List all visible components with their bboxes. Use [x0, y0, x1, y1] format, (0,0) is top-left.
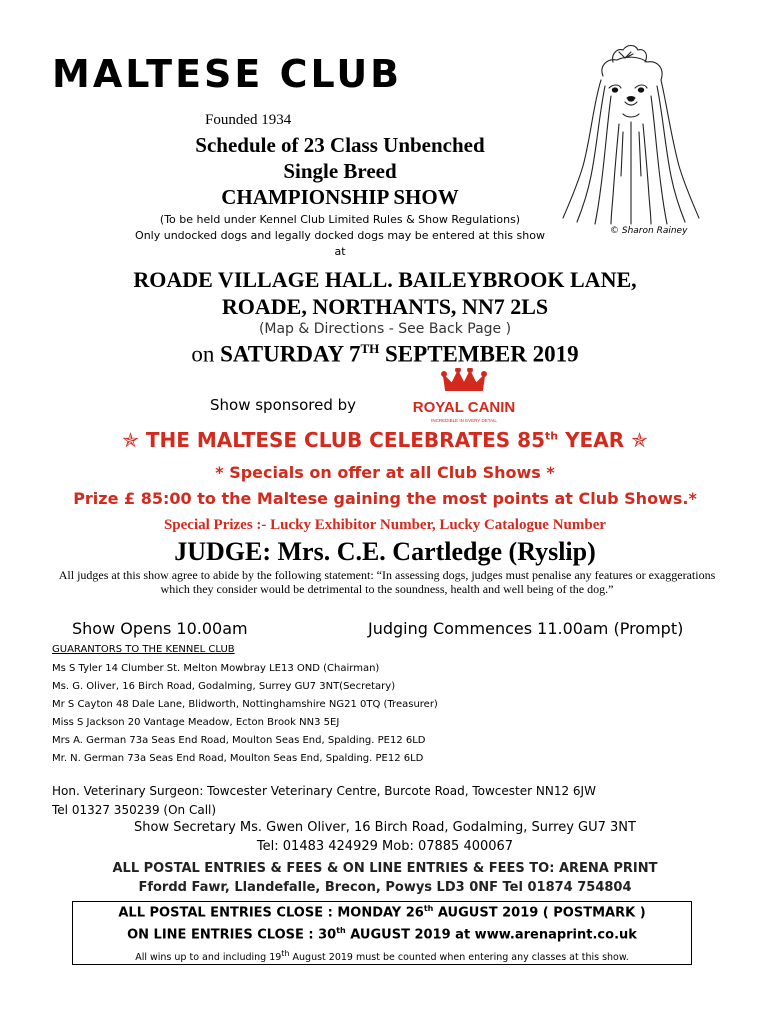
date-month-year: SEPTEMBER 2019 — [385, 341, 579, 367]
celebration-banner — [20, 428, 750, 452]
celebration-ordinal: th — [545, 429, 559, 443]
celebration-suffix: YEAR — [565, 428, 625, 452]
list-item: Mr. N. German 73a Seas End Road, Moulton Seas End, Spalding. PE12 6LD — [52, 753, 424, 764]
postal-close-text: ALL POSTAL ENTRIES CLOSE : MONDAY 26 — [118, 905, 424, 921]
postal-line-1: ALL POSTAL ENTRIES & FEES & ON LINE ENTRIES & FEES TO: ARENA PRINT — [112, 861, 658, 876]
schedule-line-3: CHAMPIONSHIP SHOW — [221, 185, 459, 209]
venue-address — [20, 266, 750, 320]
at-label: at — [334, 245, 346, 258]
online-close-suffix: AUGUST 2019 at www.arenaprint.co.uk — [345, 927, 637, 943]
schedule-line-2: Single Breed — [283, 159, 397, 183]
wins-note — [73, 949, 691, 963]
show-secretary — [20, 818, 750, 856]
postal-entries — [20, 859, 750, 897]
celebration-text: THE MALTESE CLUB CELEBRATES 85 — [145, 428, 546, 452]
wins-note-suffix: August 2019 must be counted when entering any classes at this show. — [289, 952, 629, 964]
judging-time: Judging Commences 11.00am (Prompt) — [368, 619, 684, 638]
secretary-line-1: Show Secretary Ms. Gwen Oliver, 16 Birch Road, Godalming, Surrey GU7 3NT — [134, 820, 636, 835]
royal-canin-tagline: INCREDIBLE IN EVERY DETAIL — [431, 418, 497, 423]
guarantors-heading: GUARANTORS TO THE KENNEL CLUB — [52, 644, 235, 655]
prize-note: Prize £ 85:00 to the Maltese gaining the most points at Club Shows.* — [73, 489, 697, 508]
postal-line-2: Ffordd Fawr, Llandefalle, Brecon, Powys LD3 0NF Tel 01874 754804 — [138, 880, 632, 895]
wins-note-ordinal: th — [281, 949, 290, 958]
map-note: (Map & Directions - See Back Page ) — [258, 321, 512, 337]
artist-credit: © Sharon Rainey — [610, 226, 688, 236]
star-icon: ✯ — [122, 428, 139, 452]
list-item: Miss S Jackson 20 Vantage Meadow, Ecton Brook NN3 5EJ — [52, 717, 340, 728]
list-item: Ms. G. Oliver, 16 Birch Road, Godalming, Surrey GU7 3NT(Secretary) — [52, 681, 396, 692]
show-opens-time: Show Opens 10.00am — [72, 619, 248, 638]
schedule-line-1: Schedule of 23 Class Unbenched — [195, 133, 485, 157]
secretary-line-2: Tel: 01483 424929 Mob: 07885 400067 — [256, 839, 514, 854]
list-item: Ms S Tyler 14 Clumber St. Melton Mowbray LE13 OND (Chairman) — [52, 663, 380, 674]
date-ordinal: TH — [360, 341, 380, 356]
guarantors-list — [52, 660, 438, 768]
special-prizes: Special Prizes :- Lucky Exhibitor Number, Lucky Catalogue Number — [163, 517, 607, 533]
docking-line: Only undocked dogs and legally docked dogs may be entered at this show — [135, 229, 545, 242]
vet-line-2: Tel 01327 350239 (On Call) — [52, 803, 217, 817]
specials-note: * Specials on offer at all Club Shows * — [215, 463, 555, 482]
sponsor-label: Show sponsored by — [210, 396, 357, 414]
crown-icon — [442, 368, 486, 390]
royal-canin-brand: ROYAL CANIN — [412, 399, 516, 416]
date-day: SATURDAY 7 — [220, 341, 361, 367]
online-close-text: ON LINE ENTRIES CLOSE : 30 — [127, 927, 337, 943]
closing-dates-box — [72, 901, 692, 965]
rules-notice — [60, 212, 620, 260]
list-item: Mr S Cayton 48 Dale Lane, Blidworth, Nottinghamshire NG21 0TQ (Treasurer) — [52, 699, 438, 710]
judges-statement: All judges at this show agree to abide by the following statement: “In assessing dogs, judges must penalise any features or exaggerations which they consider would be detrimental to the soundness, health and well being of the dog.” — [58, 568, 716, 596]
postal-close-suffix: AUGUST 2019 ( POSTMARK ) — [433, 905, 646, 921]
online-close — [73, 926, 691, 942]
vet-line-1: Hon. Veterinary Surgeon: Towcester Veterinary Centre, Burcote Road, Towcester NN12 6JW — [52, 784, 596, 798]
club-name: MALTESE CLUB — [52, 52, 403, 96]
star-icon: ✯ — [631, 428, 648, 452]
rules-line: (To be held under Kennel Club Limited Rules & Show Regulations) — [159, 213, 521, 226]
date-prefix: on — [191, 341, 215, 367]
postal-close — [73, 904, 691, 920]
online-close-ordinal: th — [336, 926, 346, 935]
schedule-title — [60, 132, 620, 210]
show-date — [20, 341, 750, 368]
venue-line-2: ROADE, NORTHANTS, NN7 2LS — [221, 294, 549, 319]
royal-canin-logo — [394, 368, 534, 430]
wins-note-text: All wins up to and including 19 — [135, 952, 282, 964]
venue-line-1: ROADE VILLAGE HALL. BAILEYBROOK LANE, — [133, 267, 637, 292]
maltese-dog-illustration-icon — [553, 36, 703, 226]
list-item: Mrs A. German 73a Seas End Road, Moulton Seas End, Spalding. PE12 6LD — [52, 735, 426, 746]
vet-info — [52, 782, 596, 820]
founded-year: Founded 1934 — [205, 112, 292, 128]
judge-name: JUDGE: Mrs. C.E. Cartledge (Ryslip) — [174, 537, 596, 566]
postal-close-ordinal: th — [423, 904, 434, 913]
